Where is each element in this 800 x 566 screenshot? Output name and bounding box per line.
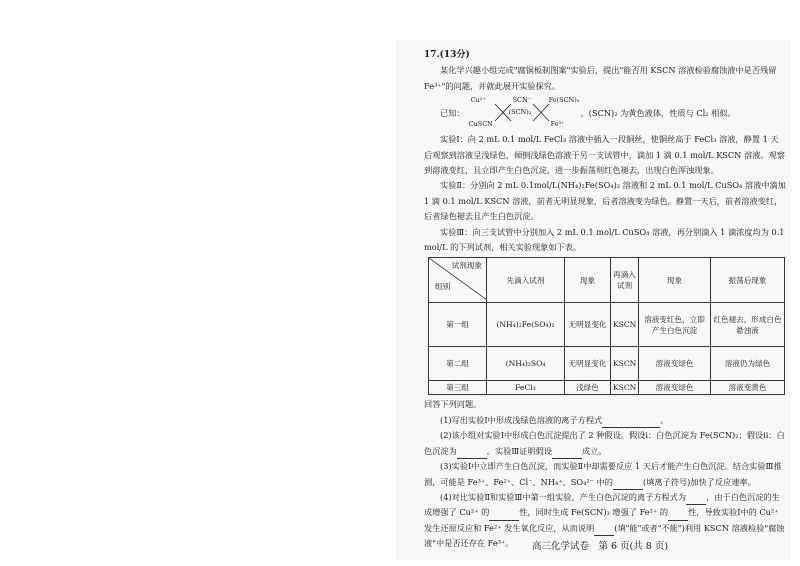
row-reagent1: (NH₄)₂Fe(SO₄)₂ (487, 303, 565, 347)
q1-text: (1)写出实验Ⅰ中形成浅绿色溶液的离子方程式 (440, 414, 603, 425)
row-obs1: 无明显变化 (565, 347, 611, 381)
known-text: ，(SCN)₂ 为黄色液体，性质与 Cl₂ 相似。 (580, 107, 736, 118)
table-row (429, 347, 785, 381)
table-diagonal-header (429, 258, 487, 303)
answer-blank[interactable] (552, 448, 582, 459)
table-row (429, 381, 785, 395)
row-reagent2: KSCN (611, 381, 639, 395)
eq-cuscn: CuSCN (468, 120, 493, 129)
answer-prompt: 回答下列问题。 (424, 399, 482, 410)
eq-fe: Fe³⁺ (550, 120, 565, 129)
eq-scn: SCN⁻ (512, 96, 532, 105)
row-obs1: 浅绿色 (565, 381, 611, 395)
q4-text-d: 性，导致实验Ⅰ中的 Cu²⁺ 发生还原反应和 Fe²⁺ 发生氧化反应，从而说明 (424, 507, 779, 533)
table-header-row (429, 258, 785, 303)
q3-text-b: (填离子符号)加快了反应速率。 (642, 476, 756, 487)
q3-text-a: (3)实验Ⅰ中立即产生白色沉淀，而实验Ⅱ中却需要反应 1 天后才能产生白色沉淀。结合实验Ⅲ推测，可能是 Fe³⁺、Fe²⁺、Cl⁻、NH₄⁺、SO₄²⁻ 中的 (424, 461, 782, 487)
sub-question-2 (424, 428, 786, 459)
row-group: 第三组 (429, 381, 487, 395)
reaction-scheme (469, 96, 579, 130)
answer-blank[interactable] (602, 417, 660, 428)
row-group: 第一组 (429, 303, 487, 347)
known-label: 已知： (440, 107, 465, 118)
row-reagent2: KSCN (611, 303, 639, 347)
row-obs2: 溶液变绿色 (639, 347, 711, 381)
sub-question-3 (424, 459, 786, 490)
q2-text-a: (2)该小组对实验Ⅰ中形成白色沉淀提出了 2 种假设。假设ⅰ：白色沉淀为 Fe(SCN)₂；假设ⅱ：白色沉淀为 (424, 430, 785, 456)
q4-text-c: 性，同时生成 Fe(SCN)₃ 增强了 Fe²⁺ 的 (519, 507, 669, 518)
table-header-cell: 现象 (639, 258, 711, 303)
eq-fescn: Fe(SCN)₃ (548, 96, 580, 105)
row-reagent1: FeCl₃ (487, 381, 565, 395)
experiment-1: 实验Ⅰ：向 2 mL 0.1 mol/L FeCl₃ 溶液中插入一段铜丝，使铜丝高于 FeCl₃ 溶液，静置 1 天后观察到溶液呈浅绿色，倾倒浅绿色溶液于另一支试管中，滴加 1 滴 0.1 mol/L KSCN 溶液。观察到溶液变红，且立即产生白色沉淀，进一步振荡则红色褪去，出现白色浑浊现象。 (424, 134, 785, 176)
table-header-cell: 振荡后现象 (711, 258, 785, 303)
answer-blank[interactable] (613, 479, 643, 490)
q4-text-e: (填"能"或者"不能")利用 KSCN 溶液检验"腐蚀液"中是否还存在 Fe³⁺。 (424, 522, 785, 549)
answer-blank[interactable] (686, 494, 706, 505)
row-reagent1: (NH₄)₂SO₄ (487, 347, 565, 381)
experiment-table (428, 257, 785, 395)
answer-blank[interactable] (489, 510, 519, 521)
known-info (424, 94, 786, 132)
diag-bottom-label: 组别 (435, 282, 451, 292)
eq-cu: Cu²⁺ (470, 96, 486, 105)
diag-top-label: 试剂现象 (451, 261, 482, 271)
row-after: 红色褪去，形成白色悬浊液 (711, 303, 785, 347)
q2-text-b: 。实验Ⅲ证明假设 (486, 445, 552, 456)
answer-blank[interactable] (457, 448, 487, 459)
table-row (429, 303, 785, 347)
q2-text-c: 成立。 (581, 445, 607, 456)
question-header: 17.(13分) (424, 50, 470, 60)
row-group: 第二组 (429, 347, 487, 381)
q4-text-b: ，由于白色沉淀的生成增强了 Cu²⁺ 的 (424, 491, 780, 518)
row-reagent2: KSCN (611, 347, 639, 381)
page-footer: 高三化学试卷 第 6 页(共 8 页) (531, 541, 669, 552)
table-header-cell: 先滴入试剂 (487, 258, 565, 303)
table-header-cell: 再滴入试剂 (611, 258, 639, 303)
table-header-cell: 现象 (565, 258, 611, 303)
intro-paragraph: 某化学兴趣小组完成"腐铜板制图案"实验后，提出"能否用 KSCN 溶液检验腐蚀液中是否残留 Fe³⁺"的问题，并就此展开实验探究。 (424, 65, 777, 91)
eq-scn2: (SCN)₂ (508, 108, 532, 117)
q4-text-a: (4)对比实验Ⅱ和实验Ⅲ中第一组实验，产生白色沉淀的离子方程式为 (440, 491, 687, 502)
row-obs2: 溶液变绿色 (639, 381, 711, 395)
answer-blank[interactable] (668, 510, 688, 521)
row-after: 溶液仍为绿色 (711, 347, 785, 381)
question-17 (424, 48, 786, 552)
row-obs2: 溶液变红色，立即产生白色沉淀 (639, 303, 711, 347)
experiment-2: 实验Ⅱ：分别向 2 mL 0.1mol/L(NH₄)₂Fe(SO₄)₂ 溶液和 2 mL 0.1 mol/L CuSO₄ 溶液中滴加 1 滴 0.1 mol/L KSCN 溶液，前者无明显现象，后者溶液变为绿色。静置一天后，前者溶液变红，后者绿色褪去且产生白色沉淀。 (424, 180, 786, 222)
experiment-3: 实验Ⅲ：向三支试管中分别加入 2 mL 0.1 mol/L CuSO₄ 溶液，再分别滴入 1 滴浓度均为 0.1 mol/L 的下列试剂，相关实验现象如下表。 (424, 226, 785, 253)
sub-question-1 (424, 413, 786, 428)
q1-end: 。 (660, 414, 669, 425)
row-obs1: 无明显变化 (565, 303, 611, 347)
row-after: 溶液变黄色 (711, 381, 785, 395)
answer-blank[interactable] (594, 525, 614, 536)
